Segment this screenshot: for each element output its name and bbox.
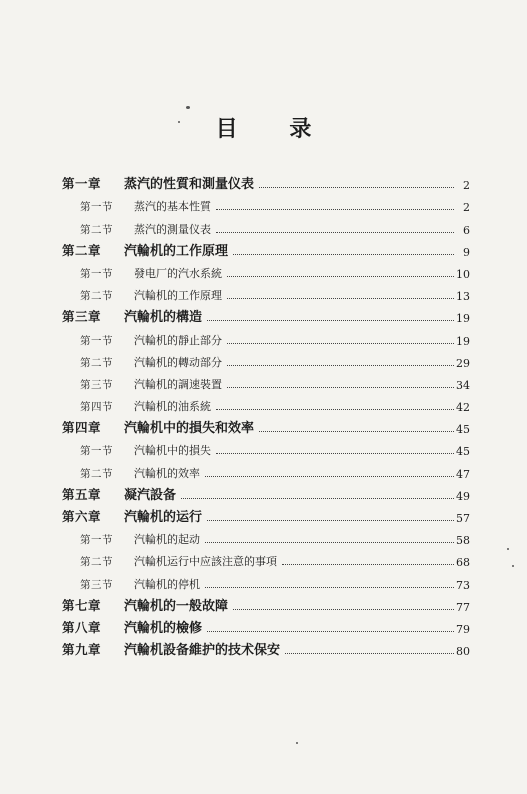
leader-dots [207,520,454,521]
toc-entry-title: 汽輪机的运行 [124,510,203,525]
toc-entry-label: 第一节 [80,201,113,214]
toc-chapter-row [62,481,470,503]
leader-dots [216,232,454,233]
toc-page-number: 19 [456,312,470,326]
toc-section-row [62,281,470,303]
toc-entry-title: 汽輪机中的損失和效率 [124,421,255,437]
table-of-contents [62,170,470,658]
leader-dots [259,187,454,188]
toc-page-number: 77 [456,600,470,614]
toc-entry-label: 第三章 [62,309,102,325]
toc-entry-title: 汽輪机运行中应該注意的事項 [134,555,277,569]
toc-entry-title: 汽輪机的起动 [134,533,200,547]
toc-page-number: 29 [456,356,470,370]
toc-section-row [62,569,470,591]
toc-entry-label: 第三节 [80,378,113,391]
toc-entry-title: 汽輪机的檢修 [124,620,203,636]
toc-entry-label: 第一章 [62,176,102,192]
toc-entry-label: 第一节 [80,445,113,458]
toc-page-number: 49 [456,489,470,503]
toc-entry-label: 第五章 [62,486,102,502]
toc-page-number: 2 [463,179,470,193]
toc-entry-title: 蒸汽的測量仪表 [134,222,211,236]
toc-entry-title: 蒸汽的性質和測量仪表 [124,177,255,193]
toc-entry-title: 汽輪机的油系統 [134,400,211,414]
toc-section-row [62,458,470,480]
toc-page-number: 68 [456,556,470,570]
toc-entry-label: 第二节 [80,356,113,369]
toc-entry-label: 第八章 [62,619,102,635]
leader-dots [205,476,454,477]
leader-dots [216,453,454,454]
toc-chapter-row [62,592,470,614]
leader-dots [233,254,454,255]
toc-chapter-row [62,303,470,325]
toc-page-number: 73 [456,578,470,592]
leader-dots [181,498,454,499]
toc-entry-label: 第七章 [62,597,102,613]
toc-chapter-row [62,614,470,636]
leader-dots [205,587,454,588]
leader-dots [216,209,454,210]
leader-dots [227,387,454,388]
toc-section-row [62,436,470,458]
toc-section-row [62,325,470,347]
speck [178,121,180,123]
leader-dots [227,298,454,299]
toc-page-number: 58 [456,534,470,548]
toc-section-row [62,547,470,569]
toc-entry-title: 蒸汽的基本性質 [134,200,211,214]
toc-chapter-row [62,170,470,192]
leader-dots [227,343,454,344]
toc-page-number: 47 [456,467,470,481]
toc-page-number: 19 [456,334,470,348]
toc-entry-label: 第一节 [80,334,113,347]
toc-section-row [62,392,470,414]
toc-page-number: 6 [463,223,470,237]
toc-entry-label: 第一节 [80,534,113,547]
speck [296,742,298,744]
toc-entry-label: 第二节 [80,556,113,569]
toc-entry-title: 汽輪机的調速裝置 [134,377,222,391]
toc-page-number: 9 [463,245,470,259]
toc-entry-label: 第九章 [62,642,102,658]
speck [512,565,514,567]
speck [507,548,509,550]
toc-entry-label: 第二节 [80,290,113,303]
toc-page-number: 57 [456,512,470,525]
toc-entry-title: 汽輪机設备維护的技术保安 [124,643,281,659]
toc-entry-title: 汽輪机的工作原理 [134,289,222,303]
toc-chapter-row [62,237,470,259]
toc-entry-label: 第四节 [80,401,113,414]
leader-dots [285,653,454,654]
toc-entry-label: 第一节 [80,267,113,280]
leader-dots [216,409,454,410]
toc-page-number: 34 [456,378,470,392]
toc-section-row [62,214,470,236]
toc-page-number: 80 [456,645,470,659]
toc-section-row [62,370,470,392]
toc-page-number: 13 [456,290,470,304]
speck [186,106,190,109]
toc-entry-title: 發电厂的汽水系統 [134,266,222,280]
toc-entry-label: 第四章 [62,420,102,436]
toc-chapter-row [62,414,470,436]
leader-dots [227,276,454,277]
toc-page-number: 2 [463,201,470,215]
leader-dots [233,609,454,610]
toc-entry-title: 汽輪机的靜止部分 [134,333,222,347]
toc-section-row [62,525,470,547]
toc-entry-title: 汽輪机的效率 [134,466,200,480]
leader-dots [207,631,454,632]
toc-entry-title: 汽輪机的一般故障 [124,598,229,614]
toc-entry-title: 汽輪机的工作原理 [124,243,229,259]
toc-chapter-row [62,503,470,525]
leader-dots [205,542,454,543]
toc-entry-title: 汽輪机的構造 [124,310,203,326]
toc-entry-title: 汽輪机中的損失 [134,444,211,458]
toc-entry-label: 第二节 [80,223,113,236]
toc-entry-label: 第三节 [80,578,113,591]
leader-dots [259,431,454,432]
toc-entry-label: 第六章 [62,509,102,524]
toc-section-row [62,348,470,370]
leader-dots [282,564,454,565]
toc-page-number: 10 [456,267,470,281]
toc-entry-title: 凝汽設备 [124,487,177,503]
toc-entry-title: 汽輪机的轉动部分 [134,355,222,369]
leader-dots [207,320,454,321]
toc-entry-title: 汽輪机的停机 [134,577,200,591]
toc-section-row [62,259,470,281]
toc-section-row [62,192,470,214]
toc-entry-label: 第二章 [62,242,102,258]
toc-page-number: 79 [456,622,470,636]
leader-dots [227,365,454,366]
toc-page-number: 42 [456,401,470,415]
page-title: 目 录 [215,116,334,142]
toc-chapter-row [62,636,470,658]
toc-entry-label: 第二节 [80,467,113,480]
toc-page-number: 45 [456,445,470,459]
toc-page-number: 45 [456,423,470,437]
